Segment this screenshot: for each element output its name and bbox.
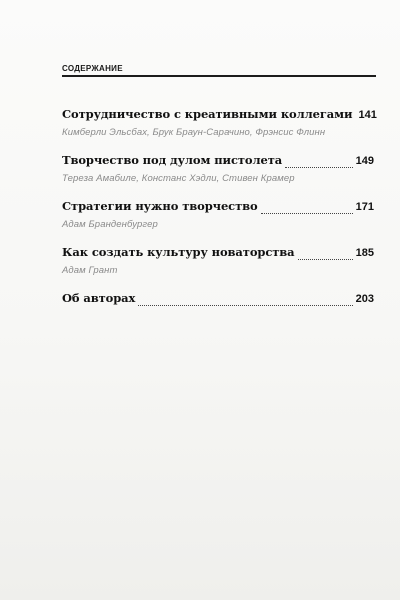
toc-entry-page-number: 149 <box>355 155 374 167</box>
dot-leader <box>261 212 353 214</box>
toc-entry-page-number: 185 <box>355 247 374 259</box>
toc-entry-line <box>62 107 377 125</box>
header-divider <box>62 75 376 77</box>
toc-entry[interactable] <box>62 153 374 199</box>
section-heading: СОДЕРЖАНИЕ <box>62 64 123 73</box>
toc-entry-title[interactable]: Об авторах <box>62 291 136 305</box>
toc-entry-line <box>62 153 374 171</box>
toc-entry-page-number: 203 <box>355 293 374 305</box>
dot-leader <box>298 258 353 260</box>
toc-entry-title[interactable]: Творчество под дулом пистолета <box>62 153 283 167</box>
toc-entry[interactable] <box>62 291 374 321</box>
toc-entry-page-number: 141 <box>358 109 377 121</box>
dot-leader <box>285 166 353 168</box>
toc-entry[interactable] <box>62 245 374 291</box>
toc-entry[interactable] <box>62 107 377 153</box>
toc-entry-line <box>62 245 374 263</box>
toc-entry-line <box>62 199 374 217</box>
toc-entry-title[interactable]: Стратегии нужно творчество <box>62 199 258 213</box>
toc-entry-authors: Кимберли Эльсбах, Брук Браун-Сарачино, Фрэнсис Флинн <box>62 127 326 138</box>
table-of-contents <box>62 107 377 321</box>
toc-entry-authors: Адам Грант <box>62 265 118 276</box>
toc-entry-title[interactable]: Сотрудничество с креативными коллегами <box>62 107 353 121</box>
toc-entry-authors: Адам Бранденбургер <box>62 219 158 230</box>
toc-entry-line <box>62 291 374 309</box>
toc-entry-authors: Тереза Амабиле, Констанс Хэдли, Стивен Крамер <box>62 173 295 184</box>
toc-entry-page-number: 171 <box>355 201 374 213</box>
toc-entry-title[interactable]: Как создать культуру новаторства <box>62 245 295 259</box>
dot-leader <box>138 304 352 306</box>
toc-entry[interactable] <box>62 199 374 245</box>
page-header <box>62 58 376 82</box>
